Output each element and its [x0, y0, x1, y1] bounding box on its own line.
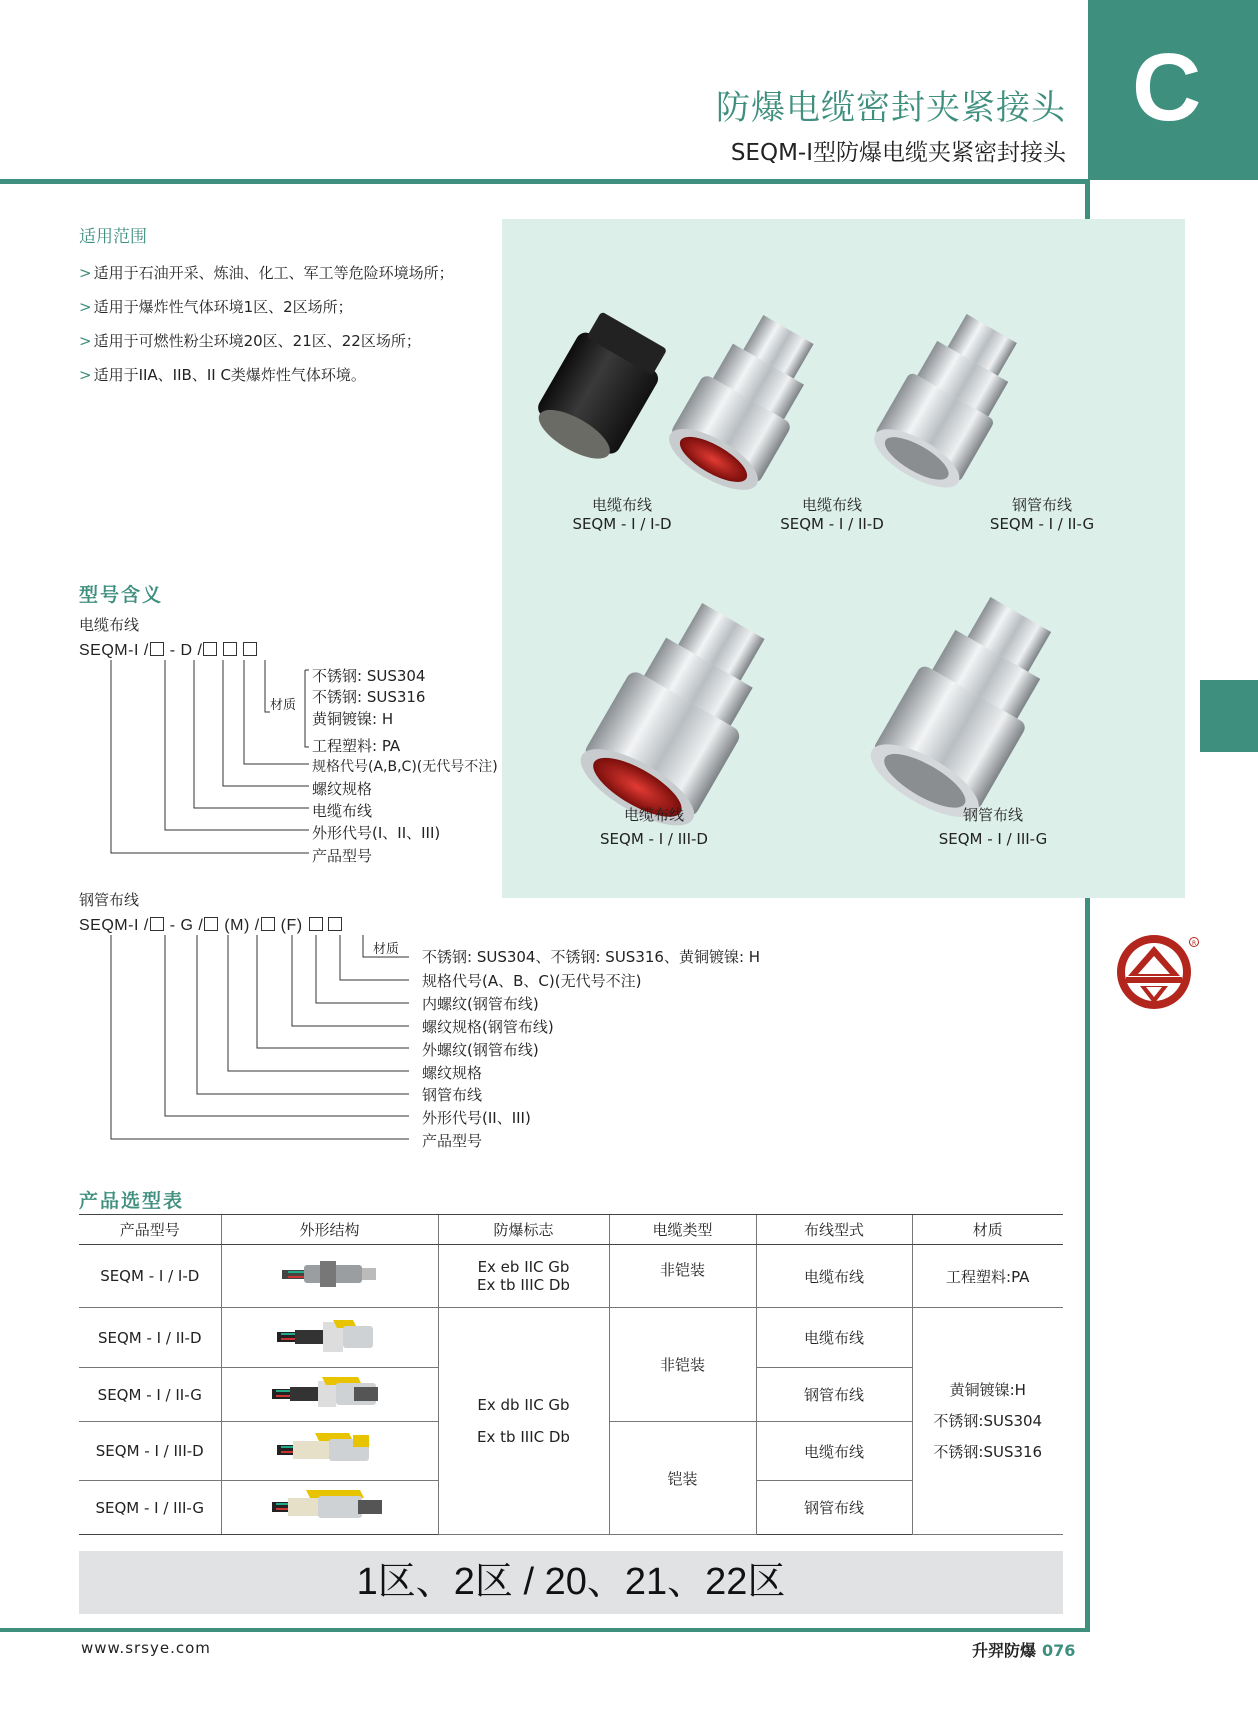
footer-url: www.srsye.com: [81, 1639, 211, 1657]
model-cell: SEQM - I / I-D: [79, 1245, 221, 1308]
product-image-3: [865, 304, 1034, 499]
cable-type-cell: 铠装: [609, 1422, 756, 1535]
cable-code-item: 产品型号: [312, 847, 373, 865]
ex-cell: Ex eb IIC Gb Ex tb IIIC Db: [438, 1245, 609, 1308]
selection-title: 产品选型表: [79, 1190, 185, 1212]
product-caption: 钢管布线 SEQM - I / III-G: [938, 806, 1048, 848]
pipe-diagrams-lines: [79, 935, 419, 1145]
table-header: 材质: [912, 1215, 1063, 1245]
scope-item: > 适用于石油开采、炼油、化工、军工等危险环境场所；: [79, 264, 454, 282]
shape-cell: [221, 1245, 438, 1308]
material-cell: 工程塑料:PA: [912, 1245, 1063, 1308]
wiring-cell: 钢管布线: [756, 1481, 912, 1535]
model-cell: SEQM - I / II-D: [79, 1308, 221, 1368]
material-tag: 材质: [373, 942, 400, 957]
model-meaning-title: 型号含义: [79, 584, 164, 606]
page-number: 076: [1042, 1641, 1076, 1660]
pipe-code-item: 螺纹规格(钢管布线): [422, 1018, 554, 1036]
table-header: 防爆标志: [438, 1215, 609, 1245]
table-row: [79, 1245, 1063, 1308]
material-group-cell: 黄铜镀镍:H 不锈钢:SUS304 不锈钢:SUS316: [912, 1308, 1063, 1535]
model-cell: SEQM - I / III-D: [79, 1422, 221, 1481]
shape-cell: [221, 1481, 438, 1535]
scope-item: > 适用于爆炸性气体环境1区、2区场所；: [79, 298, 353, 316]
pipe-diagram-label: 钢管布线: [79, 891, 140, 909]
pipe-code-item: 螺纹规格: [422, 1064, 483, 1082]
pipe-code-item: 外螺纹(钢管布线): [422, 1041, 539, 1059]
product-caption: 电缆布线 SEQM - I / III-D: [600, 806, 708, 848]
page-title: 防爆电缆密封夹紧接头: [716, 88, 1066, 128]
cable-gland-icon: [280, 1259, 380, 1289]
product-caption: 钢管布线 SEQM - I / II-G: [989, 496, 1095, 533]
selection-table: [79, 1214, 1063, 1535]
cable-diagram-label: 电缆布线: [79, 616, 140, 634]
cable-code-item: 电缆布线: [312, 802, 373, 820]
cable-type-cell: 非铠装: [609, 1308, 756, 1422]
scope-item: > 适用于可燃性粉尘环境20区、21区、22区场所；: [79, 332, 421, 350]
pipe-code-item: 产品型号: [422, 1132, 483, 1150]
pipe-code: SEQM-I / - G / (M) / (F): [79, 917, 343, 935]
page-subtitle: SEQM-I型防爆电缆夹紧密封接头: [730, 140, 1066, 166]
table-row: [79, 1308, 1063, 1368]
model-cell: SEQM - I / II-G: [79, 1368, 221, 1422]
cable-diagram-lines: [79, 660, 319, 860]
shape-cell: [221, 1368, 438, 1422]
table-header: 产品型号: [79, 1215, 221, 1245]
pipe-code-item: 内螺纹(钢管布线): [422, 995, 539, 1013]
scope-title: 适用范围: [79, 227, 147, 247]
footer-brand: 升羿防爆 076: [972, 1641, 1076, 1660]
material-option: 黄铜镀镍: H: [312, 710, 394, 728]
wiring-cell: 电缆布线: [756, 1308, 912, 1368]
svg-text:R: R: [1192, 940, 1197, 947]
product-image-5: [860, 584, 1073, 831]
product-images: [502, 219, 1185, 898]
section-letter: C: [1132, 34, 1202, 141]
material-option: 工程塑料: PA: [312, 737, 401, 755]
table-header: 外形结构: [221, 1215, 438, 1245]
table-header: 电缆类型: [609, 1215, 756, 1245]
material-option: 不锈钢: SUS304: [312, 667, 426, 685]
zone-banner: 1区、2区 / 20、21、22区: [79, 1551, 1063, 1614]
shape-cell: [221, 1308, 438, 1368]
cable-code: SEQM-I / - D /: [79, 642, 258, 660]
section-tab: [1088, 0, 1258, 180]
cable-gland-icon: [275, 1318, 385, 1354]
pipe-code-item: 外形代号(II、III): [422, 1109, 531, 1127]
registered-logo-icon: [1110, 930, 1200, 1010]
wiring-cell: 电缆布线: [756, 1422, 912, 1481]
pipe-code-item: 钢管布线: [422, 1086, 483, 1104]
cable-type-cell: 非铠装: [609, 1245, 756, 1308]
pipe-code-item: 不锈钢: SUS304、不锈钢: SUS316、黄铜镀镍: H: [422, 948, 761, 966]
cable-code-item: 螺纹规格: [312, 780, 373, 798]
header-divider: [0, 179, 1088, 184]
material-tag: 材质: [270, 698, 297, 713]
footer-divider: [0, 1628, 1090, 1632]
product-image-2: [659, 304, 832, 502]
shape-cell: [221, 1422, 438, 1481]
product-caption: 电缆布线 SEQM - I / II-D: [780, 496, 884, 533]
pipe-code-item: 规格代号(A、B、C)(无代号不注): [422, 972, 642, 990]
product-image-1: [527, 307, 675, 471]
table-header-row: [79, 1215, 1063, 1245]
cable-code-item: 规格代号(A,B,C)(无代号不注): [312, 759, 498, 775]
scope-item: > 适用于IIA、IIB、II C类爆炸性气体环境。: [79, 366, 366, 384]
table-header: 布线型式: [756, 1215, 912, 1245]
wiring-cell: 电缆布线: [756, 1245, 912, 1308]
cable-gland-icon: [270, 1375, 390, 1411]
material-option: 不锈钢: SUS316: [312, 688, 426, 706]
cable-gland-icon: [270, 1488, 390, 1524]
cable-gland-icon: [275, 1431, 385, 1467]
product-caption: 电缆布线 SEQM - I / I-D: [572, 496, 672, 533]
side-marker: [1200, 680, 1258, 752]
model-cell: SEQM - I / III-G: [79, 1481, 221, 1535]
wiring-cell: 钢管布线: [756, 1368, 912, 1422]
ex-group-cell: Ex db IIC Gb Ex tb IIIC Db: [438, 1308, 609, 1535]
cable-code-item: 外形代号(I、II、III): [312, 824, 441, 842]
